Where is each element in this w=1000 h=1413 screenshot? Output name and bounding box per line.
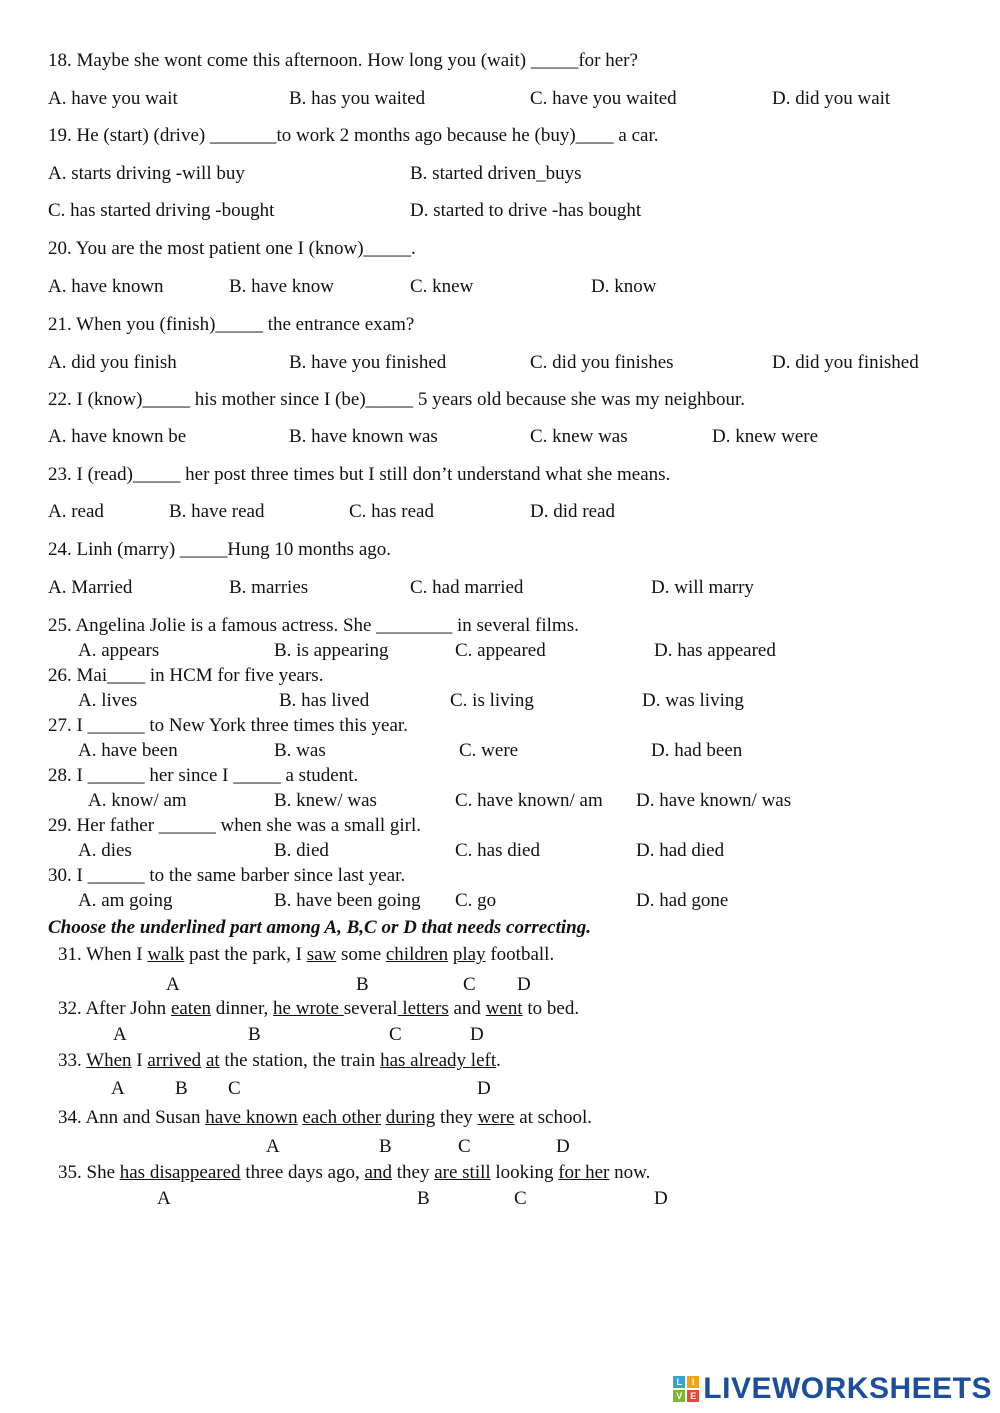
underlined-part[interactable]: has already left — [380, 1050, 497, 1071]
answer-option[interactable]: B. has lived — [279, 690, 370, 711]
choice-letter[interactable]: A — [113, 1024, 127, 1045]
answer-option[interactable]: D. knew were — [712, 426, 819, 447]
answer-option[interactable]: C. knew — [410, 276, 474, 297]
sentence-fragment: 31. When I — [58, 944, 148, 965]
sentence-fragment: three days ago, — [240, 1162, 365, 1183]
answer-option[interactable]: C. were — [459, 740, 519, 761]
answer-option[interactable]: B. have known was — [289, 426, 438, 447]
underlined-part[interactable]: eaten — [170, 998, 212, 1019]
question-text: 26. Mai____ in HCM for five years. — [48, 665, 324, 686]
sentence-fragment: now. — [609, 1162, 651, 1183]
answer-option[interactable]: C. had married — [410, 577, 524, 598]
underlined-part[interactable]: each other — [302, 1107, 381, 1128]
error-sentence — [58, 998, 579, 1020]
answer-option[interactable]: C. is living — [450, 690, 534, 711]
error-sentence — [58, 1107, 592, 1129]
sentence-fragment: they — [391, 1162, 435, 1183]
choice-letter[interactable]: C — [228, 1078, 241, 1099]
answer-option[interactable]: D. have known/ was — [636, 790, 792, 811]
choice-letter[interactable]: C — [389, 1024, 402, 1045]
sentence-fragment: several — [343, 998, 398, 1019]
answer-option[interactable]: C. did you finishes — [530, 352, 674, 373]
answer-option[interactable]: D. started to drive -has bought — [410, 200, 642, 221]
answer-option[interactable]: C. has read — [349, 501, 434, 522]
sentence-fragment: 35. She — [58, 1162, 120, 1183]
answer-option[interactable]: D. know — [591, 276, 657, 297]
question-text: 27. I ______ to New York three times this year. — [48, 715, 408, 736]
answer-option[interactable]: C. go — [455, 890, 497, 911]
underlined-part[interactable]: children — [385, 944, 449, 965]
answer-option[interactable]: A. have been — [78, 740, 178, 761]
answer-option[interactable]: A. have you wait — [48, 88, 178, 109]
choice-letter[interactable]: D — [556, 1136, 570, 1157]
choice-letter[interactable]: A — [166, 974, 180, 995]
choice-letter[interactable]: C — [458, 1136, 471, 1157]
question-text: 20. You are the most patient one I (know)_____. — [48, 238, 416, 259]
question-text: 19. He (start) (drive) _______to work 2 months ago because he (buy)____ a car. — [48, 125, 659, 146]
answer-option[interactable]: A. am going — [78, 890, 173, 911]
logo-text: LIVEWORKSHEETS — [703, 1372, 992, 1405]
underlined-part[interactable]: has disappeared — [119, 1162, 241, 1183]
answer-option[interactable]: D. has appeared — [654, 640, 776, 661]
underlined-part[interactable]: When — [86, 1050, 132, 1071]
error-sentence — [58, 944, 554, 966]
error-sentence — [58, 1162, 650, 1184]
sentence-fragment: the station, the train — [219, 1050, 381, 1071]
answer-option[interactable]: B. died — [274, 840, 329, 861]
answer-option[interactable]: C. has died — [455, 840, 540, 861]
choice-letter[interactable]: B — [417, 1188, 430, 1209]
underlined-part[interactable]: and — [364, 1162, 392, 1183]
answer-option[interactable]: B. started driven_buys — [410, 163, 582, 184]
answer-option[interactable]: B. have read — [169, 501, 265, 522]
answer-option[interactable]: A. lives — [78, 690, 138, 711]
choice-letter[interactable]: B — [379, 1136, 392, 1157]
choice-letter[interactable]: B — [248, 1024, 261, 1045]
answer-option[interactable]: D. had gone — [636, 890, 729, 911]
choice-letter[interactable]: B — [175, 1078, 188, 1099]
sentence-fragment: to bed. — [522, 998, 580, 1019]
sentence-fragment: . — [496, 1050, 501, 1071]
answer-option[interactable]: C. appeared — [455, 640, 546, 661]
underlined-part[interactable]: went — [485, 998, 523, 1019]
underlined-part[interactable]: he wrote — [273, 998, 344, 1019]
sentence-fragment: 32. After John — [58, 998, 171, 1019]
underlined-part[interactable]: saw — [306, 944, 337, 965]
logo-mark-icon: L I V E — [673, 1376, 699, 1402]
answer-option[interactable]: C. have you waited — [530, 88, 677, 109]
question-text: 30. I ______ to the same barber since last year. — [48, 865, 406, 886]
answer-option[interactable]: D. did you finished — [772, 352, 919, 373]
answer-option[interactable]: A. appears — [78, 640, 160, 661]
underlined-part[interactable]: letters — [397, 998, 449, 1019]
choice-letter[interactable]: A — [111, 1078, 125, 1099]
question-text: 25. Angelina Jolie is a famous actress. She ________ in several films. — [48, 615, 579, 636]
question-text: 28. I ______ her since I _____ a student. — [48, 765, 359, 786]
question-text: 24. Linh (marry) _____Hung 10 months ago. — [48, 539, 392, 560]
answer-option[interactable]: D. had been — [651, 740, 743, 761]
error-sentence — [58, 1050, 501, 1072]
answer-option[interactable]: A. did you finish — [48, 352, 177, 373]
underlined-part[interactable]: were — [477, 1107, 515, 1128]
choice-letter[interactable]: C — [463, 974, 476, 995]
sentence-fragment: football. — [485, 944, 555, 965]
question-text: 22. I (know)_____ his mother since I (be)_____ 5 years old because she was my neighbour. — [48, 389, 746, 410]
choice-letter[interactable]: C — [514, 1188, 527, 1209]
answer-option[interactable]: A. have known be — [48, 426, 187, 447]
sentence-fragment: at school. — [514, 1107, 593, 1128]
choice-letter[interactable]: D — [654, 1188, 668, 1209]
answer-option[interactable]: C. have known/ am — [455, 790, 603, 811]
sentence-fragment: they — [435, 1107, 478, 1128]
underlined-part[interactable]: are still — [434, 1162, 491, 1183]
question-text: 18. Maybe she wont come this afternoon. How long you (wait) _____for her? — [48, 50, 638, 71]
sentence-fragment: looking — [490, 1162, 559, 1183]
sentence-fragment: dinner, — [211, 998, 274, 1019]
answer-option[interactable]: D. had died — [636, 840, 725, 861]
underlined-part[interactable]: play — [452, 944, 486, 965]
choice-letter[interactable]: A — [157, 1188, 171, 1209]
question-text: 23. I (read)_____ her post three times but I still don’t understand what she means. — [48, 464, 671, 485]
choice-letter[interactable]: B — [356, 974, 369, 995]
answer-option[interactable]: D. will marry — [651, 577, 754, 598]
sentence-fragment: past the park, I — [184, 944, 307, 965]
answer-option[interactable]: A. read — [48, 501, 104, 522]
answer-option[interactable]: A. Married — [48, 577, 133, 598]
underlined-part[interactable]: have known — [205, 1107, 298, 1128]
answer-option[interactable]: A. know/ am — [88, 790, 187, 811]
choice-letter[interactable]: D — [470, 1024, 484, 1045]
instruction-text: Choose the underlined part among A, B,C or D that needs correcting. — [48, 917, 591, 938]
sentence-fragment: 33. — [58, 1050, 87, 1071]
question-text: 21. When you (finish)_____ the entrance exam? — [48, 314, 415, 335]
choice-letter[interactable]: A — [266, 1136, 280, 1157]
answer-option[interactable]: B. knew/ was — [274, 790, 377, 811]
answer-option[interactable]: C. knew was — [530, 426, 628, 447]
underlined-part[interactable]: arrived — [147, 1050, 202, 1071]
sentence-fragment: some — [336, 944, 386, 965]
answer-option[interactable]: D. was living — [642, 690, 744, 711]
answer-option[interactable]: D. did you wait — [772, 88, 891, 109]
sentence-fragment: and — [448, 998, 486, 1019]
answer-option[interactable]: B. marries — [229, 577, 309, 598]
sentence-fragment: 34. Ann and Susan — [58, 1107, 206, 1128]
answer-option[interactable]: B. has you waited — [289, 88, 426, 109]
answer-option[interactable]: A. dies — [78, 840, 132, 861]
answer-option[interactable]: B. was — [274, 740, 326, 761]
liveworksheets-logo — [673, 1371, 992, 1407]
underlined-part[interactable]: walk — [147, 944, 185, 965]
answer-option[interactable]: D. did read — [530, 501, 615, 522]
answer-option[interactable]: B. have been going — [274, 890, 421, 911]
underlined-part[interactable]: at — [205, 1050, 220, 1071]
answer-option[interactable]: A. have known — [48, 276, 164, 297]
underlined-part[interactable]: during — [385, 1107, 436, 1128]
underlined-part[interactable]: for her — [558, 1162, 610, 1183]
answer-option[interactable]: B. is appearing — [274, 640, 389, 661]
choice-letter[interactable]: D — [517, 974, 531, 995]
choice-letter[interactable]: D — [477, 1078, 491, 1099]
answer-option[interactable]: B. have you finished — [289, 352, 447, 373]
question-text: 29. Her father ______ when she was a small girl. — [48, 815, 422, 836]
answer-option[interactable]: A. starts driving -will buy — [48, 163, 245, 184]
sentence-fragment: I — [131, 1050, 148, 1071]
answer-option[interactable]: C. has started driving -bought — [48, 200, 275, 221]
answer-option[interactable]: B. have know — [229, 276, 335, 297]
